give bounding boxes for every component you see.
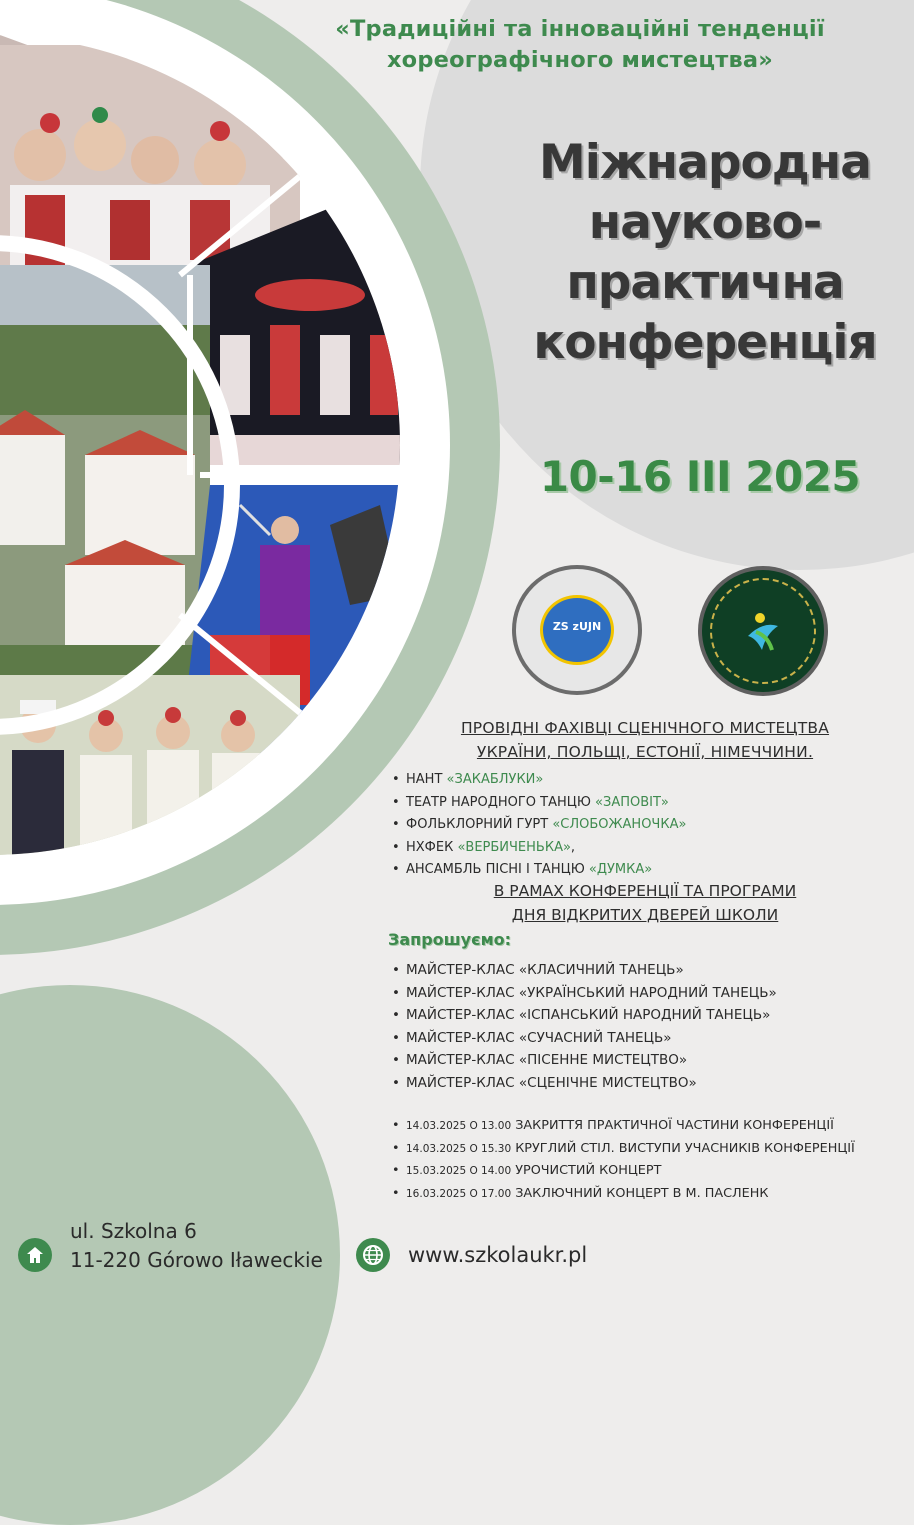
program-heading xyxy=(395,879,895,927)
dancer-icon xyxy=(738,606,788,656)
experts-heading-line2: УКРАЇНИ, ПОЛЬЩІ, ЕСТОНІЇ, НІМЕЧЧИНИ. xyxy=(476,743,814,761)
invite-label: Запрошуємо: xyxy=(388,930,512,949)
schedule-date: 15.03.2025 О 14.00 xyxy=(406,1165,512,1177)
schedule-event: ЗАКРИТТЯ ПРАКТИЧНОЇ ЧАСТИНИ КОНФЕРЕНЦІЇ xyxy=(511,1118,834,1133)
troupes-list xyxy=(392,769,892,882)
schedule-date: 16.03.2025 О 17.00 xyxy=(406,1187,512,1200)
list-item xyxy=(392,1160,902,1183)
school-logo xyxy=(512,565,642,695)
page-title-line1: Міжнародна xyxy=(539,135,871,190)
troupe-type: НАНТ xyxy=(406,772,447,787)
schedule-event: КРУГЛИЙ СТІЛ. ВИСТУПИ УЧАСНИКІВ КОНФЕРЕНЦІЇ xyxy=(511,1140,855,1156)
list-item: • МАЙСТЕР-КЛАС «ПІСЕННЕ МИСТЕЦТВО» xyxy=(392,1049,892,1072)
program-heading-line2: ДНЯ ВІДКРИТИХ ДВЕРЕЙ ШКОЛИ xyxy=(511,906,779,924)
website-link[interactable]: www.szkolaukr.pl xyxy=(408,1243,588,1267)
schedule-date: 14.03.2025 О 13.00 xyxy=(406,1120,512,1132)
list-item xyxy=(392,769,892,792)
list-item xyxy=(392,814,892,837)
list-item: • МАЙСТЕР-КЛАС «ІСПАНСЬКИЙ НАРОДНИЙ ТАНЕЦЬ» xyxy=(392,1004,892,1027)
schedule-list xyxy=(392,1115,902,1205)
page-title-line3: практична xyxy=(566,255,844,310)
troupe-name: «СЛОБОЖАНОЧКА» xyxy=(552,817,687,832)
experts-heading-line1: ПРОВІДНІ ФАХІВЦІ СЦЕНІЧНОГО МИСТЕЦТВА xyxy=(460,719,830,737)
list-item: • МАЙСТЕР-КЛАС «СЦЕНІЧНЕ МИСТЕЦТВО» xyxy=(392,1072,892,1095)
address-line2: 11-220 Górowo Iławeckie xyxy=(70,1248,323,1272)
troupe-name: «ВЕРБИЧЕНЬКА» xyxy=(457,839,571,855)
event-date: 10-16 III 2025 xyxy=(539,452,861,501)
list-item: • МАЙСТЕР-КЛАС «КЛАСИЧНИЙ ТАНЕЦЬ» xyxy=(392,959,892,982)
list-item: • МАЙСТЕР-КЛАС «УКРАЇНСЬКИЙ НАРОДНИЙ ТАНЕЦЬ» xyxy=(392,982,892,1005)
conference-theme xyxy=(255,14,905,76)
list-item xyxy=(392,792,892,815)
page-title-line4: конференція xyxy=(533,315,877,370)
address xyxy=(70,1217,323,1275)
conference-theme-line2: хореографічного мистецтва» xyxy=(386,47,774,73)
troupe-name: «ЗАКАБЛУКИ» xyxy=(446,772,544,787)
list-item xyxy=(392,837,892,860)
troupe-suffix: , xyxy=(570,839,576,855)
troupe-name: «ЗАПОВІТ» xyxy=(595,794,669,810)
experts-heading xyxy=(395,716,895,764)
schedule-date: 14.03.2025 О 15.30 xyxy=(406,1142,512,1155)
schedule-event: ЗАКЛЮЧНИЙ КОНЦЕРТ В М. ПАСЛЕНК xyxy=(511,1185,769,1201)
home-icon xyxy=(18,1238,52,1272)
page-title xyxy=(470,133,914,373)
address-line1: ul. Szkolna 6 xyxy=(70,1219,197,1243)
school-logo-text: ZS zUJN xyxy=(552,620,602,633)
list-item xyxy=(392,1115,902,1138)
page-title-line2: науково- xyxy=(588,195,822,250)
book-icon xyxy=(540,595,614,665)
globe-icon xyxy=(356,1238,390,1272)
program-heading-line1: В РАМАХ КОНФЕРЕНЦІЇ ТА ПРОГРАМИ xyxy=(493,882,797,900)
troupe-type: ТЕАТР НАРОДНОГО ТАНЦЮ xyxy=(406,794,596,810)
conference-theme-line1: «Традиційні та інноваційні тенденції xyxy=(335,16,825,42)
list-item xyxy=(392,1183,902,1206)
troupe-type: ФОЛЬКЛОРНИЙ ГУРТ xyxy=(406,817,553,832)
troupe-type: НХФЕК xyxy=(406,839,458,855)
organization-logo xyxy=(698,566,828,696)
troupe-type: АНСАМБЛЬ ПІСНІ І ТАНЦЮ xyxy=(406,862,589,877)
list-item: • МАЙСТЕР-КЛАС «СУЧАСНИЙ ТАНЕЦЬ» xyxy=(392,1027,892,1050)
troupe-name: «ДУМКА» xyxy=(588,862,653,877)
schedule-event: УРОЧИСТИЙ КОНЦЕРТ xyxy=(511,1163,662,1178)
list-item xyxy=(392,1138,902,1161)
masterclass-list xyxy=(392,959,892,1094)
